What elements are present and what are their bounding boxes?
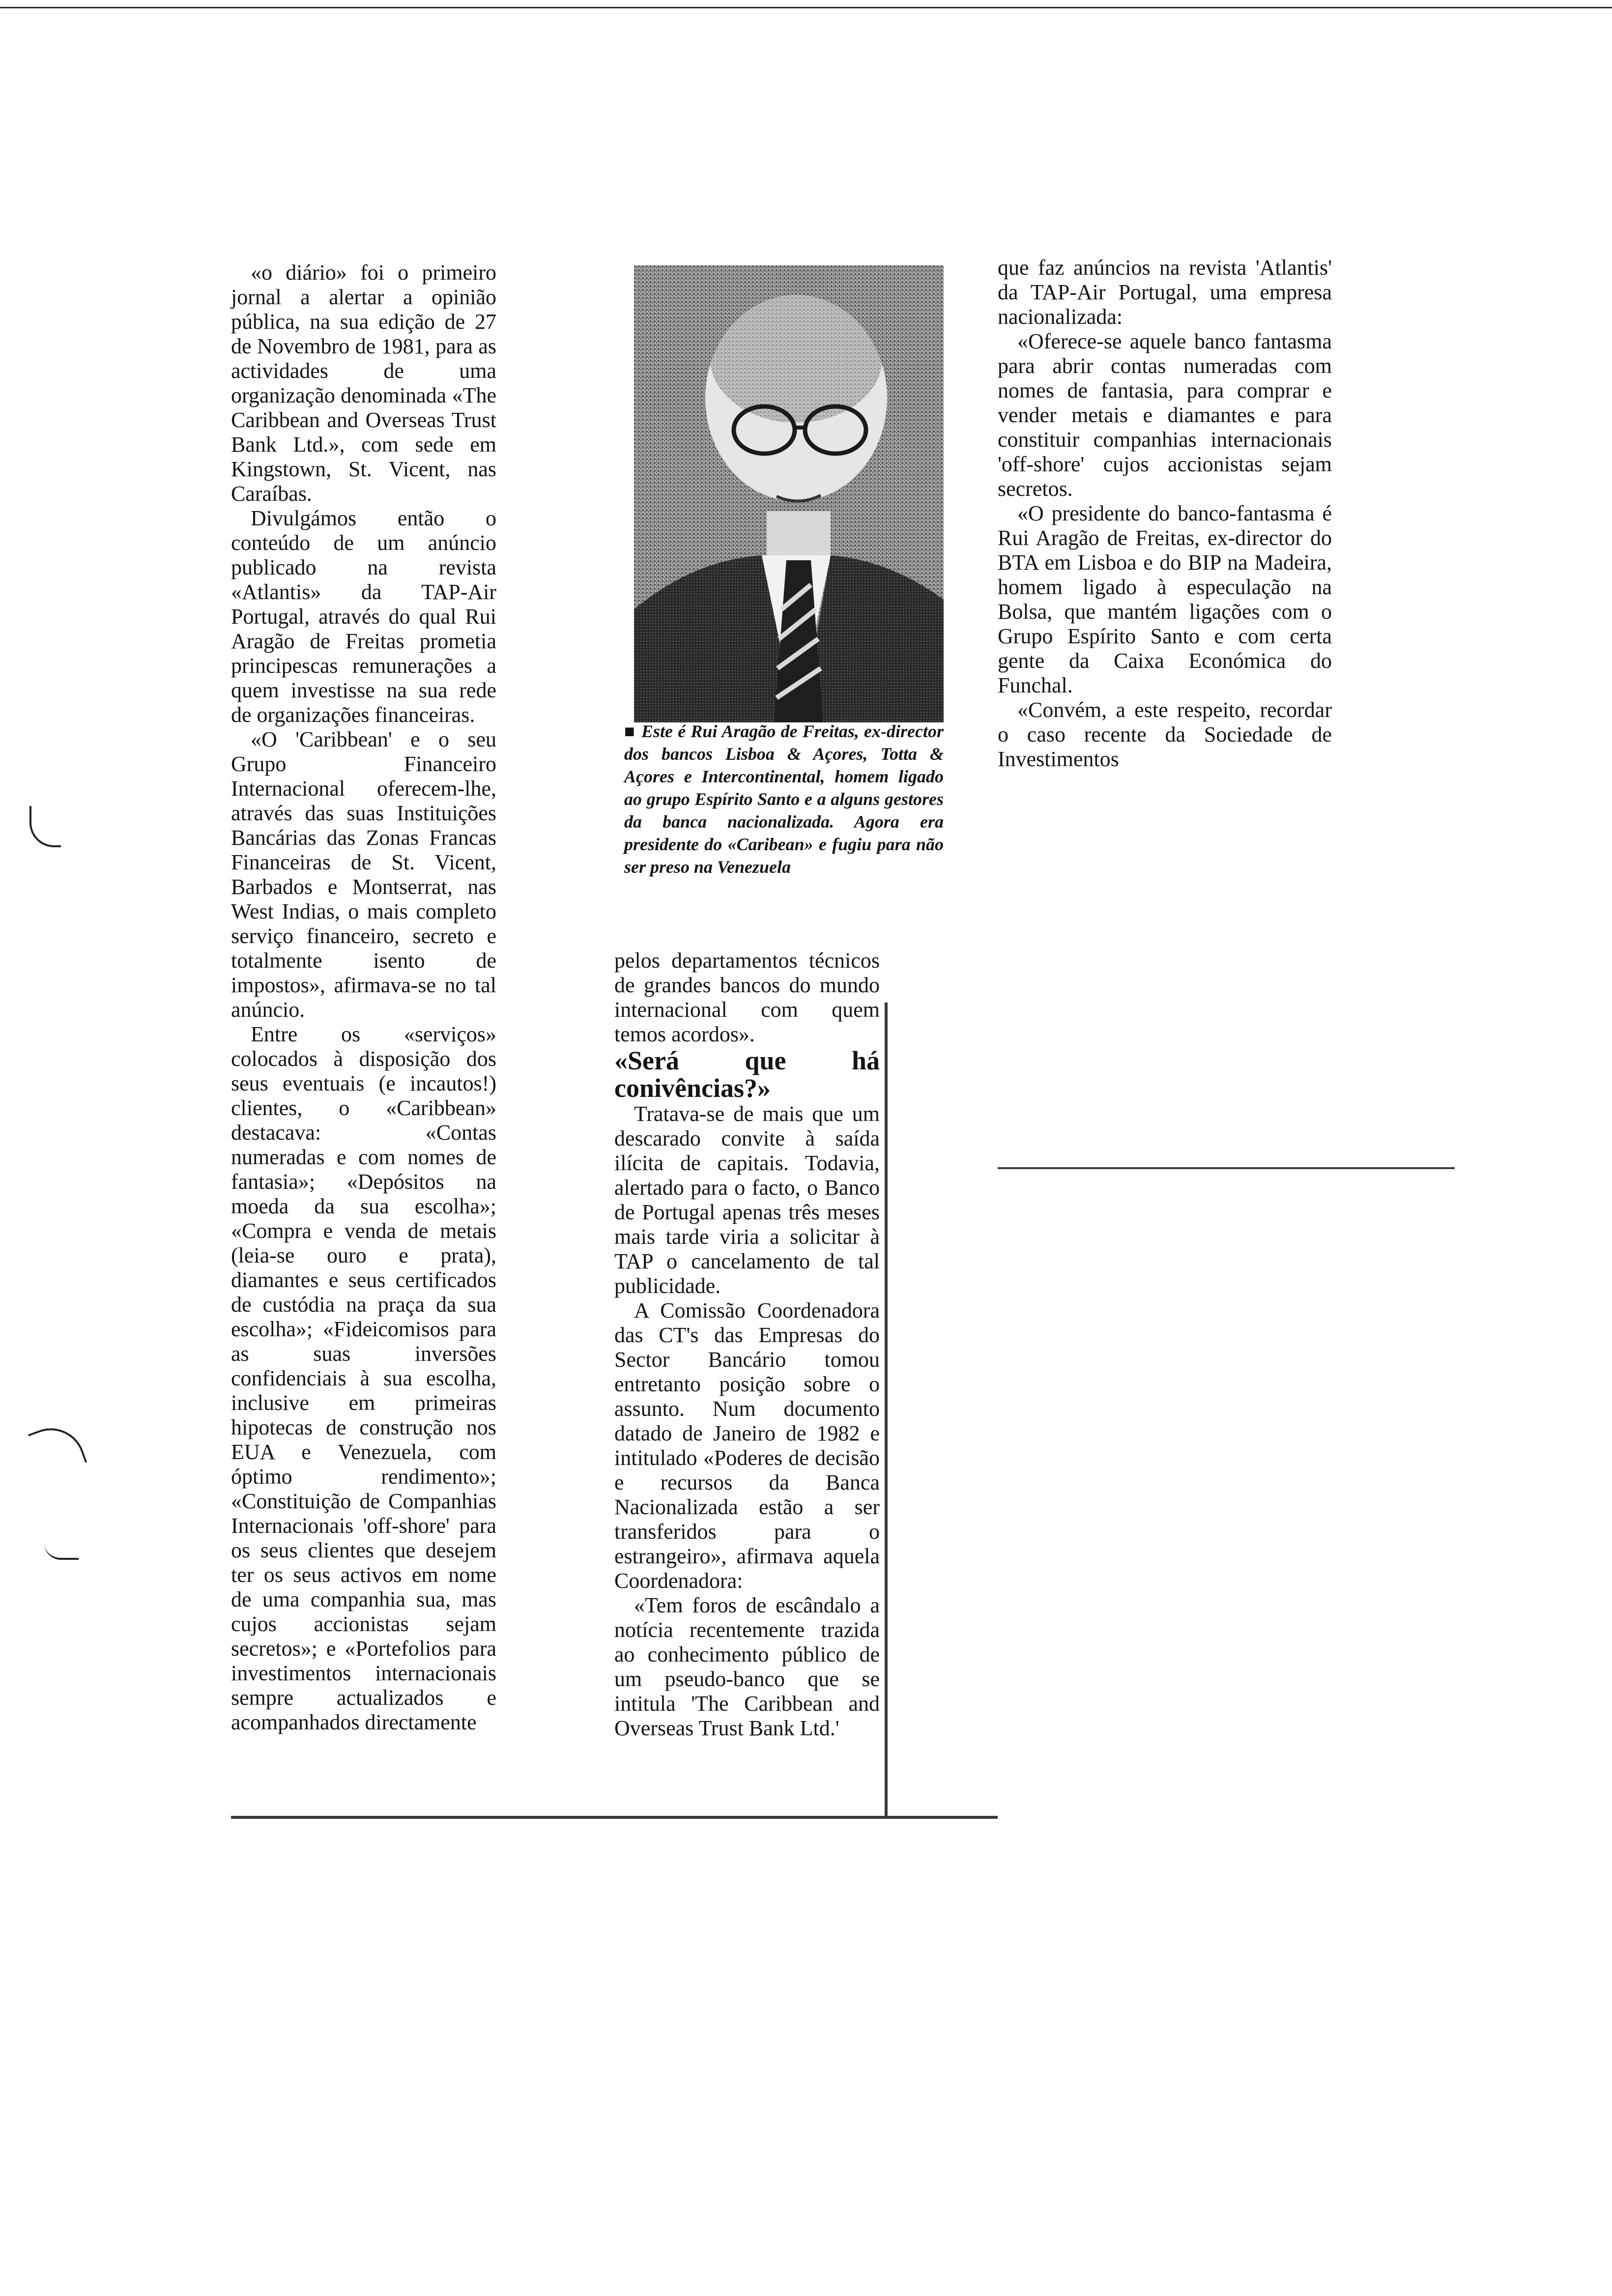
top-border-line [0,7,1612,8]
clipping-edge [231,1816,998,1819]
portrait-photo [634,265,944,722]
section-subheading: «Será que há conivências?» [614,1046,880,1103]
caption-text: Este é Rui Aragão de Freitas, ex-director dos bancos Lisboa & Açores, Totta & Açores e Intercontinental, homem ligado ao grupo Espírito Santo e a alguns gestores da banca nacionalizada. Agora era presidente do «Caribean» e fugiu para não ser preso na Venezuela [624,721,944,877]
article-paragraph: «Convém, a este respeito, recordar o caso recente da Sociedade de Investimentos [998,698,1332,771]
article-column-2 [614,948,880,1741]
article-column-1 [231,260,496,1735]
newspaper-clipping [231,221,1391,1838]
portrait-photo-icon [634,265,944,722]
article-paragraph: que faz anúncios na revista 'Atlantis' da TAP-Air Portugal, uma empresa nacionalizada: [998,256,1332,329]
article-paragraph: «O 'Caribbean' e o seu Grupo Financeiro Internacional oferecem-lhe, através das suas Instituições Bancárias das Zonas Francas Financeiras de St. Vicent, Barbados e Montserrat, nas West Indias, o mais completo serviço financeiro, secreto e totalmente isento de impostos», afirmava-se no tal anúncio. [231,727,496,1022]
margin-bracket-mark [28,1419,87,1478]
caption-bullet: ■ [624,721,635,741]
margin-bracket-mark [44,1543,79,1560]
article-paragraph: Divulgámos então o conteúdo de um anúncio publicado na revista «Atlantis» da TAP-Air Portugal, através do qual Rui Aragão de Freitas prometia principescas remunerações a quem investisse na sua rede de organizações financeiras. [231,506,496,727]
article-paragraph: «Tem foros de escândalo a notícia recentemente trazida ao conhecimento público de um pseudo-banco que se intitula 'The Caribbean and Overseas Trust Bank Ltd.' [614,1593,880,1740]
article-paragraph: «o diário» foi o primeiro jornal a alertar a opinião pública, na sua edição de 27 de Novembro de 1981, para as actividades de uma organização denominada «The Caribbean and Overseas Trust Bank Ltd.», com sede em Kingstown, St. Vicent, nas Caraíbas. [231,260,496,506]
article-column-3 [998,256,1332,772]
margin-bracket-mark [29,806,61,847]
article-paragraph: pelos departamentos técnicos de grandes bancos do mundo internacional com quem temos acordos». [614,948,880,1046]
article-paragraph: «Oferece-se aquele banco fantasma para abrir contas numeradas com nomes de fantasia, para comprar e vender metais e diamantes e para constituir companhias internacionais 'off-shore' cujos accionistas sejam secretos. [998,329,1332,501]
article-paragraph: Tratava-se de mais que um descarado convite à saída ilícita de capitais. Todavia, alertado para o facto, o Banco de Portugal apenas três meses mais tarde viria a solicitar à TAP o cancelamento de tal publicidade. [614,1102,880,1298]
article-paragraph: A Comissão Coordenadora das CT's das Empresas do Sector Bancário tomou entretanto posição sobre o assunto. Num documento datado de Janeiro de 1982 e intitulado «Poderes de decisão e recursos da Banca Nacionalizada estão a ser transferidos para o estrangeiro», afirmava aquela Coordenadora: [614,1298,880,1593]
clipping-edge [998,1167,1455,1169]
article-paragraph: Entre os «serviços» colocados à disposição dos seus eventuais (e incautos!) clientes, o «Caribbean» destacava: «Contas numeradas e com nomes de fantasia»; «Depósitos na moeda da sua escolha»; «Compra e venda de metais (leia-se ouro e prata), diamantes e seus certificados de custódia na praça da sua escolha»; «Fideicomisos para as suas inversões confidenciais à sua escolha, inclusive em primeiras hipotecas de construção nos EUA e Venezuela, com óptimo rendimento»; «Constituição de Companhias Internacionais 'off-shore' para os seus clientes que desejem ter os seus activos em nome de uma companhia sua, mas cujos accionistas sejam secretos»; e «Portefolios para investimentos internacionais sempre actualizados e acompanhados directamente [231,1022,496,1734]
clipping-edge [885,1003,888,1818]
photo-caption [624,720,944,878]
article-paragraph: «O presidente do banco-fantasma é Rui Aragão de Freitas, ex-director do BTA em Lisboa e do BIP na Madeira, homem ligado à especulação na Bolsa, que mantém ligações com o Grupo Espírito Santo e com certa gente da Caixa Económica do Funchal. [998,501,1332,697]
